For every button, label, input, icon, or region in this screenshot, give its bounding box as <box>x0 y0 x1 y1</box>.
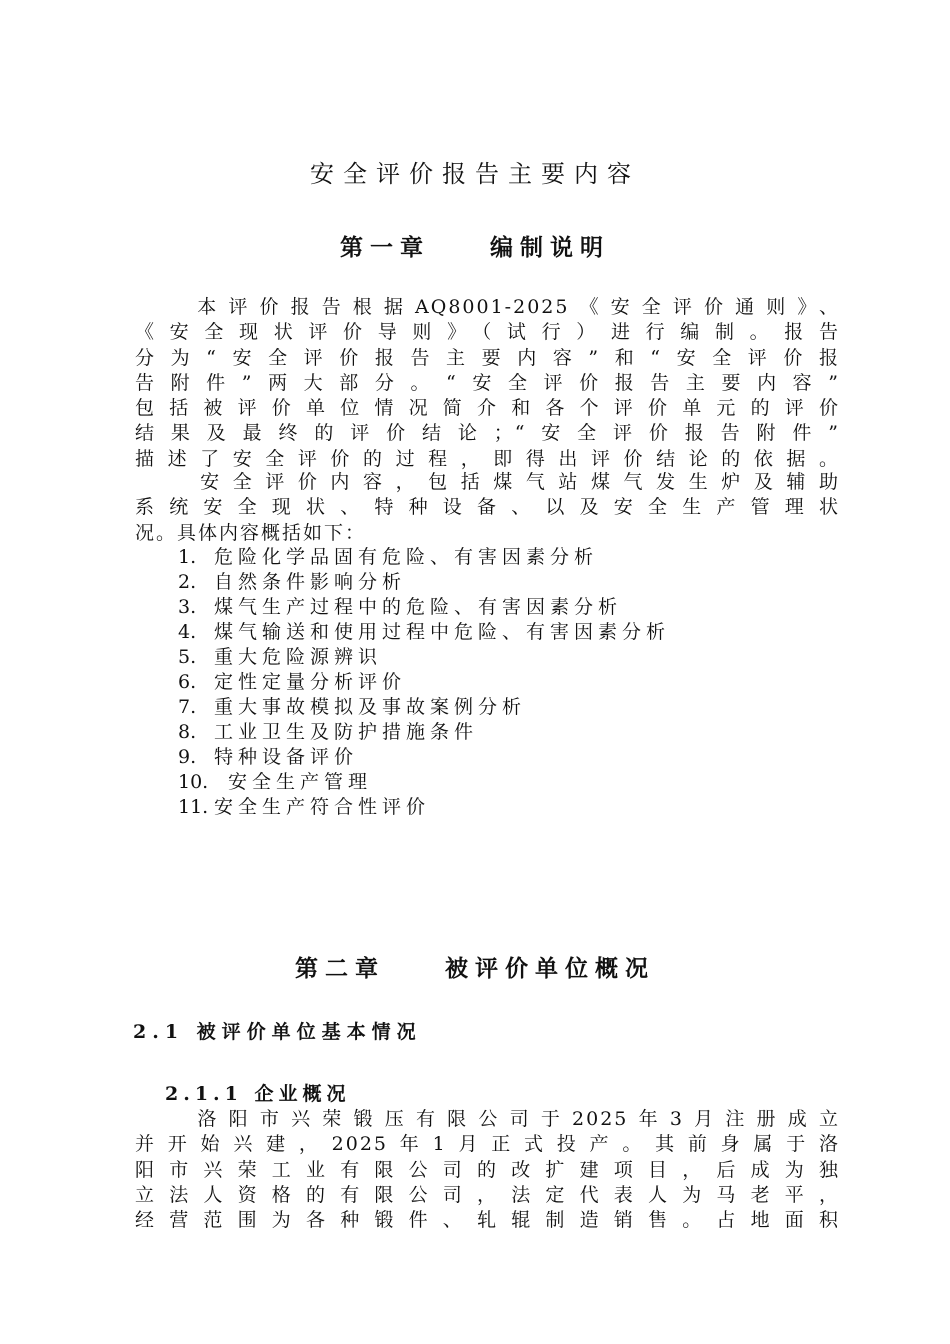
list-item <box>178 695 670 720</box>
list-item-number: 2. <box>178 571 197 593</box>
paragraph-line: 阳市兴荣工业有限公司的改扩建项目，后成为独 <box>135 1158 840 1181</box>
chapter-1-paragraph-2 <box>135 470 840 546</box>
list-item <box>178 545 670 570</box>
list-item-text: 重大危险源辨识 <box>214 646 383 668</box>
paragraph-line: 系统安全现状、特种设备、以及安全生产管理状 <box>135 496 840 519</box>
list-item-number: 10. <box>178 771 209 793</box>
section-heading: 2.1 被评价单位基本情况 <box>133 1021 422 1043</box>
list-item-number: 11. <box>178 796 209 818</box>
paragraph-line: 分为“安全评价报告主要内容”和“安全评价报 <box>135 346 840 369</box>
list-item-number: 6. <box>178 671 197 693</box>
paragraph-line: 结果及最终的评价结论；“安全评价报告附件” <box>135 422 840 445</box>
subsection-heading: 2.1.1 企业概况 <box>165 1083 351 1105</box>
list-item-number: 8. <box>178 721 197 743</box>
list-item-number: 5. <box>178 646 197 668</box>
paragraph-line: 况。具体内容概括如下： <box>135 521 367 544</box>
list-item-number: 4. <box>178 621 197 643</box>
list-item-text: 自然条件影响分析 <box>214 571 407 593</box>
paragraph-line: 告附件”两大部分。“安全评价报告主要内容” <box>135 371 840 394</box>
list-item <box>178 620 670 645</box>
list-item-number: 1. <box>178 546 197 568</box>
list-item-text: 工业卫生及防护措施条件 <box>214 721 479 743</box>
list-item-text: 安全生产符合性评价 <box>214 796 431 818</box>
list-item-text: 煤气输送和使用过程中危险、有害因素分析 <box>214 621 671 643</box>
list-item <box>178 670 670 695</box>
document-title: 安全评价报告主要内容 <box>310 160 640 188</box>
paragraph-line: 本评价报告根据AQ8001-2025《安全评价通则》、 <box>135 296 840 318</box>
list-item-text: 重大事故模拟及事故案例分析 <box>214 696 527 718</box>
paragraph-line: 描述了安全评价的过程，即得出评价结论的依据。 <box>135 447 840 470</box>
paragraph-line: 洛阳市兴荣锻压有限公司于2025年3月注册成立 <box>135 1108 840 1130</box>
paragraph-line: 经营范围为各种锻件、轧辊制造销售。占地面积 <box>135 1209 840 1232</box>
list-item-text: 定性定量分析评价 <box>214 671 407 693</box>
evaluation-content-list <box>178 545 670 820</box>
chapter-1-title: 第一章 编制说明 <box>339 235 611 261</box>
list-item <box>178 795 670 820</box>
list-item-number: 9. <box>178 746 197 768</box>
list-item <box>178 595 670 620</box>
list-item <box>178 570 670 595</box>
chapter-2-title: 第二章 被评价单位概况 <box>294 956 656 982</box>
paragraph-line: 《安全现状评价导则》（试行）进行编制。报告 <box>135 321 840 344</box>
paragraph-line: 包括被评价单位情况简介和各个评价单元的评价 <box>135 397 840 420</box>
list-item-number: 3. <box>178 596 197 618</box>
chapter-1-paragraph-1 <box>135 295 840 472</box>
list-item-text: 特种设备评价 <box>214 746 359 768</box>
paragraph-line: 安全评价内容，包括煤气站煤气发生炉及辅助 <box>135 471 840 493</box>
list-item <box>178 720 670 745</box>
list-item <box>178 770 670 795</box>
list-item-number: 7. <box>178 696 197 718</box>
paragraph-line: 立法人资格的有限公司，法定代表人为马老平， <box>135 1183 840 1206</box>
paragraph-line: 并开始兴建，2025年1月正式投产。其前身属于洛 <box>135 1133 840 1156</box>
list-item-text: 安全生产管理 <box>228 771 373 793</box>
list-item-text: 危险化学品固有危险、有害因素分析 <box>214 546 599 568</box>
list-item <box>178 645 670 670</box>
list-item-text: 煤气生产过程中的危险、有害因素分析 <box>214 596 623 618</box>
company-overview-paragraph <box>135 1107 840 1233</box>
list-item <box>178 745 670 770</box>
